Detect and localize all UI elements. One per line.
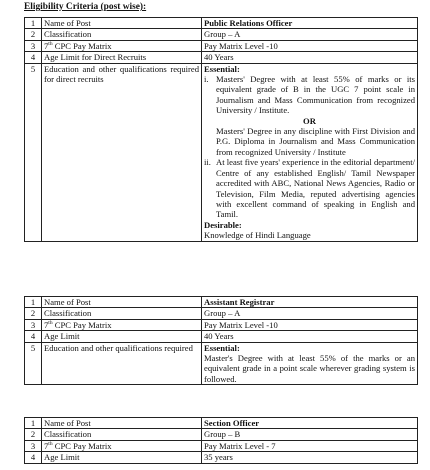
table-row (25, 331, 418, 342)
criteria-table-assistant-registrar (24, 296, 418, 385)
row-value: Group – A (202, 29, 418, 40)
table-row (25, 429, 418, 440)
essential-text: Master's Degree with at least 55% of the marks or an equivalent grade in a point scale wherever grading system is followed. (204, 353, 415, 384)
label-part: CPC Pay Matrix (52, 319, 112, 330)
row-label (42, 319, 202, 330)
essential-title: Essential: (204, 342, 240, 353)
row-number: 2 (25, 429, 42, 440)
alternative-qualification: Masters' Degree in any discipline with First Division and P.G. Diploma in Journalism and Mass Communication from recognized University / Institute (216, 126, 415, 157)
qualification-item (204, 157, 415, 219)
table-row (25, 418, 418, 429)
qualification-item (204, 74, 415, 116)
label-superscript: th (48, 40, 53, 47)
label-part: CPC Pay Matrix (52, 440, 112, 451)
table-row (25, 52, 418, 63)
row-number: 1 (25, 297, 42, 308)
item-number: ii. (204, 157, 211, 168)
qualifications-cell (202, 342, 418, 385)
post-name: Assistant Registrar (202, 297, 418, 308)
row-label: Education and other qualifications required for direct recruits (42, 63, 202, 241)
row-number: 1 (25, 18, 42, 29)
criteria-table-section-officer (24, 417, 418, 464)
row-number: 4 (25, 52, 42, 63)
table-row (25, 452, 418, 463)
table-row (25, 29, 418, 40)
table-row (25, 440, 418, 451)
row-label: Age Limit (42, 331, 202, 342)
row-value: Pay Matrix Level - 7 (202, 440, 418, 451)
table-row (25, 18, 418, 29)
or-separator: OR (303, 115, 316, 126)
row-label: Age Limit for Direct Recruits (42, 52, 202, 63)
label-superscript: th (48, 319, 53, 326)
table-row (25, 308, 418, 319)
label-superscript: th (48, 440, 53, 447)
row-value: 40 Years (202, 331, 418, 342)
row-label: Age Limit (42, 452, 202, 463)
row-label: Name of Post (42, 18, 202, 29)
row-value: Pay Matrix Level -10 (202, 319, 418, 330)
label-part: 7 (44, 319, 49, 330)
row-value: Group – B (202, 429, 418, 440)
table-row (25, 40, 418, 51)
row-value: Pay Matrix Level -10 (202, 40, 418, 51)
row-label: Classification (42, 29, 202, 40)
table-row (25, 319, 418, 330)
qualifications-cell (202, 63, 418, 241)
table-row (25, 297, 418, 308)
row-label: Name of Post (42, 297, 202, 308)
post-name: Section Officer (202, 418, 418, 429)
desirable-text: Knowledge of Hindi Language (204, 230, 311, 241)
row-label: Name of Post (42, 418, 202, 429)
row-number: 1 (25, 418, 42, 429)
row-number: 4 (25, 452, 42, 463)
row-number: 5 (25, 63, 42, 241)
item-text: At least five years' experience in the editorial department/ Centre of any established English/ Tamil Newspaper accredited with ABC, National News Agencies, Radio or Television, Film Media, reputed advertising agencies with excellent command of speaking in English and Tamil. (216, 157, 415, 220)
row-label (42, 440, 202, 451)
row-value: 40 Years (202, 52, 418, 63)
row-number: 3 (25, 40, 42, 51)
item-number: i. (204, 74, 209, 85)
row-number: 2 (25, 29, 42, 40)
item-text: Masters' Degree with at least 55% of marks or its equivalent grade of B in the UGC 7 point scale in Journalism and Mass Communication from recognized University / Institute. (216, 74, 415, 116)
label-part: CPC Pay Matrix (52, 40, 112, 51)
row-label (42, 40, 202, 51)
table-row (25, 342, 418, 385)
row-number: 2 (25, 308, 42, 319)
row-label: Classification (42, 429, 202, 440)
row-label: Classification (42, 308, 202, 319)
label-part: 7 (44, 440, 49, 451)
criteria-table-pro (24, 17, 418, 242)
row-label: Education and other qualifications required (42, 342, 202, 385)
desirable-title: Desirable: (204, 219, 242, 230)
table-row (25, 63, 418, 241)
page-heading: Eligibility Criteria (post wise): (24, 2, 147, 12)
row-number: 3 (25, 440, 42, 451)
row-value: Group – A (202, 308, 418, 319)
row-value: 35 years (202, 452, 418, 463)
row-number: 5 (25, 342, 42, 385)
row-number: 4 (25, 331, 42, 342)
label-part: 7 (44, 40, 49, 51)
row-number: 3 (25, 319, 42, 330)
essential-title: Essential: (204, 63, 240, 74)
post-name: Public Relations Officer (202, 18, 418, 29)
